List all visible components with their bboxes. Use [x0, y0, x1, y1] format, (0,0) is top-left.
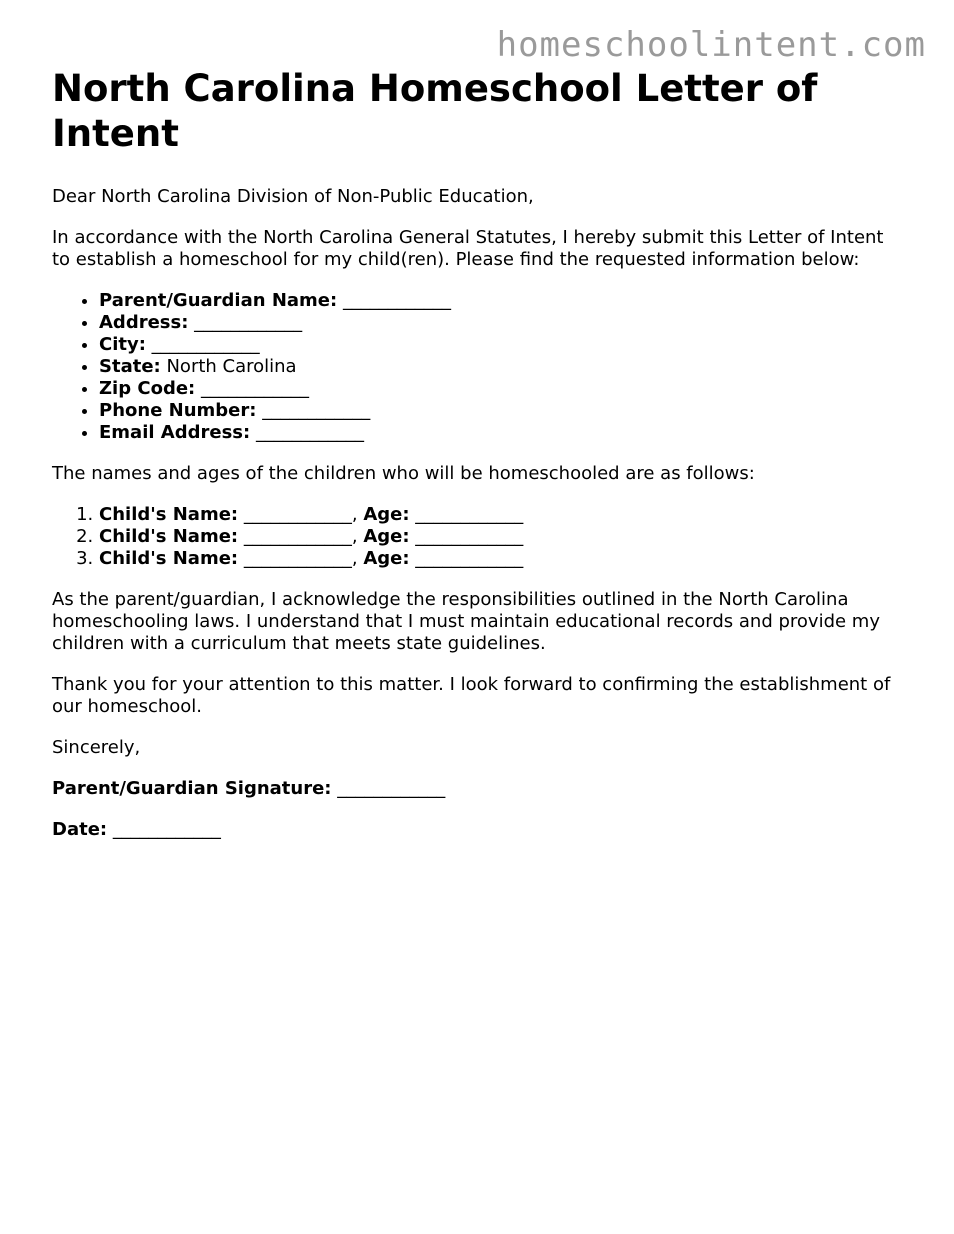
site-watermark: homeschoolintent.com — [496, 25, 926, 65]
children-list — [52, 504, 902, 570]
child-name-value: ____________ — [243, 548, 352, 569]
child-name-label: Child's Name: — [99, 504, 239, 525]
children-intro: The names and ages of the children who will be homeschooled are as follows: — [52, 463, 755, 484]
child-item — [99, 504, 902, 526]
info-value: ____________ — [255, 422, 364, 443]
info-label: Phone Number: — [99, 400, 257, 421]
info-item-state — [99, 356, 902, 378]
child-item — [99, 526, 902, 548]
child-name-value: ____________ — [243, 504, 352, 525]
child-age-label: Age: — [363, 504, 410, 525]
child-age-label: Age: — [363, 548, 410, 569]
page-title: North Carolina Homeschool Letter of Intent — [52, 67, 818, 155]
signature-value: ____________ — [337, 778, 446, 799]
info-label: Email Address: — [99, 422, 251, 443]
info-item-zip — [99, 378, 902, 400]
info-item-phone — [99, 400, 902, 422]
info-item-address — [99, 312, 902, 334]
info-list — [52, 290, 902, 444]
separator: , — [351, 548, 358, 569]
date-label: Date: — [52, 819, 108, 840]
closing: Sincerely, — [52, 737, 141, 758]
intro-paragraph: In accordance with the North Carolina General Statutes, I hereby submit this Letter of Intent to establish a homeschool for my child(ren). Please find the requested information below: — [52, 227, 884, 270]
info-label: Address: — [99, 312, 189, 333]
child-age-value: ____________ — [415, 504, 524, 525]
info-label: State: — [99, 356, 161, 377]
child-age-label: Age: — [363, 526, 410, 547]
thanks-paragraph: Thank you for your attention to this matter. I look forward to confirming the establishment of our homeschool. — [52, 674, 891, 717]
info-label: Zip Code: — [99, 378, 196, 399]
acknowledgment-paragraph: As the parent/guardian, I acknowledge the responsibilities outlined in the North Carolina homeschooling laws. I understand that I must maintain educational records and provide my children with a curriculum that meets state guidelines. — [52, 589, 880, 654]
salutation: Dear North Carolina Division of Non-Public Education, — [52, 186, 534, 207]
info-label: Parent/Guardian Name: — [99, 290, 338, 311]
letter-document — [52, 66, 902, 841]
info-item-parent-name — [99, 290, 902, 312]
info-value: North Carolina — [166, 356, 297, 377]
info-value: ____________ — [262, 400, 371, 421]
child-age-value: ____________ — [415, 526, 524, 547]
info-value: ____________ — [151, 334, 260, 355]
info-item-email — [99, 422, 902, 444]
date-line — [52, 819, 902, 841]
separator: , — [351, 526, 358, 547]
info-value: ____________ — [194, 312, 303, 333]
info-item-city — [99, 334, 902, 356]
child-item — [99, 548, 902, 570]
info-value: ____________ — [200, 378, 309, 399]
child-age-value: ____________ — [415, 548, 524, 569]
signature-line — [52, 778, 902, 800]
child-name-value: ____________ — [243, 526, 352, 547]
signature-label: Parent/Guardian Signature: — [52, 778, 332, 799]
info-label: City: — [99, 334, 146, 355]
child-name-label: Child's Name: — [99, 526, 239, 547]
child-name-label: Child's Name: — [99, 548, 239, 569]
date-value: ____________ — [112, 819, 221, 840]
separator: , — [351, 504, 358, 525]
info-value: ____________ — [342, 290, 451, 311]
